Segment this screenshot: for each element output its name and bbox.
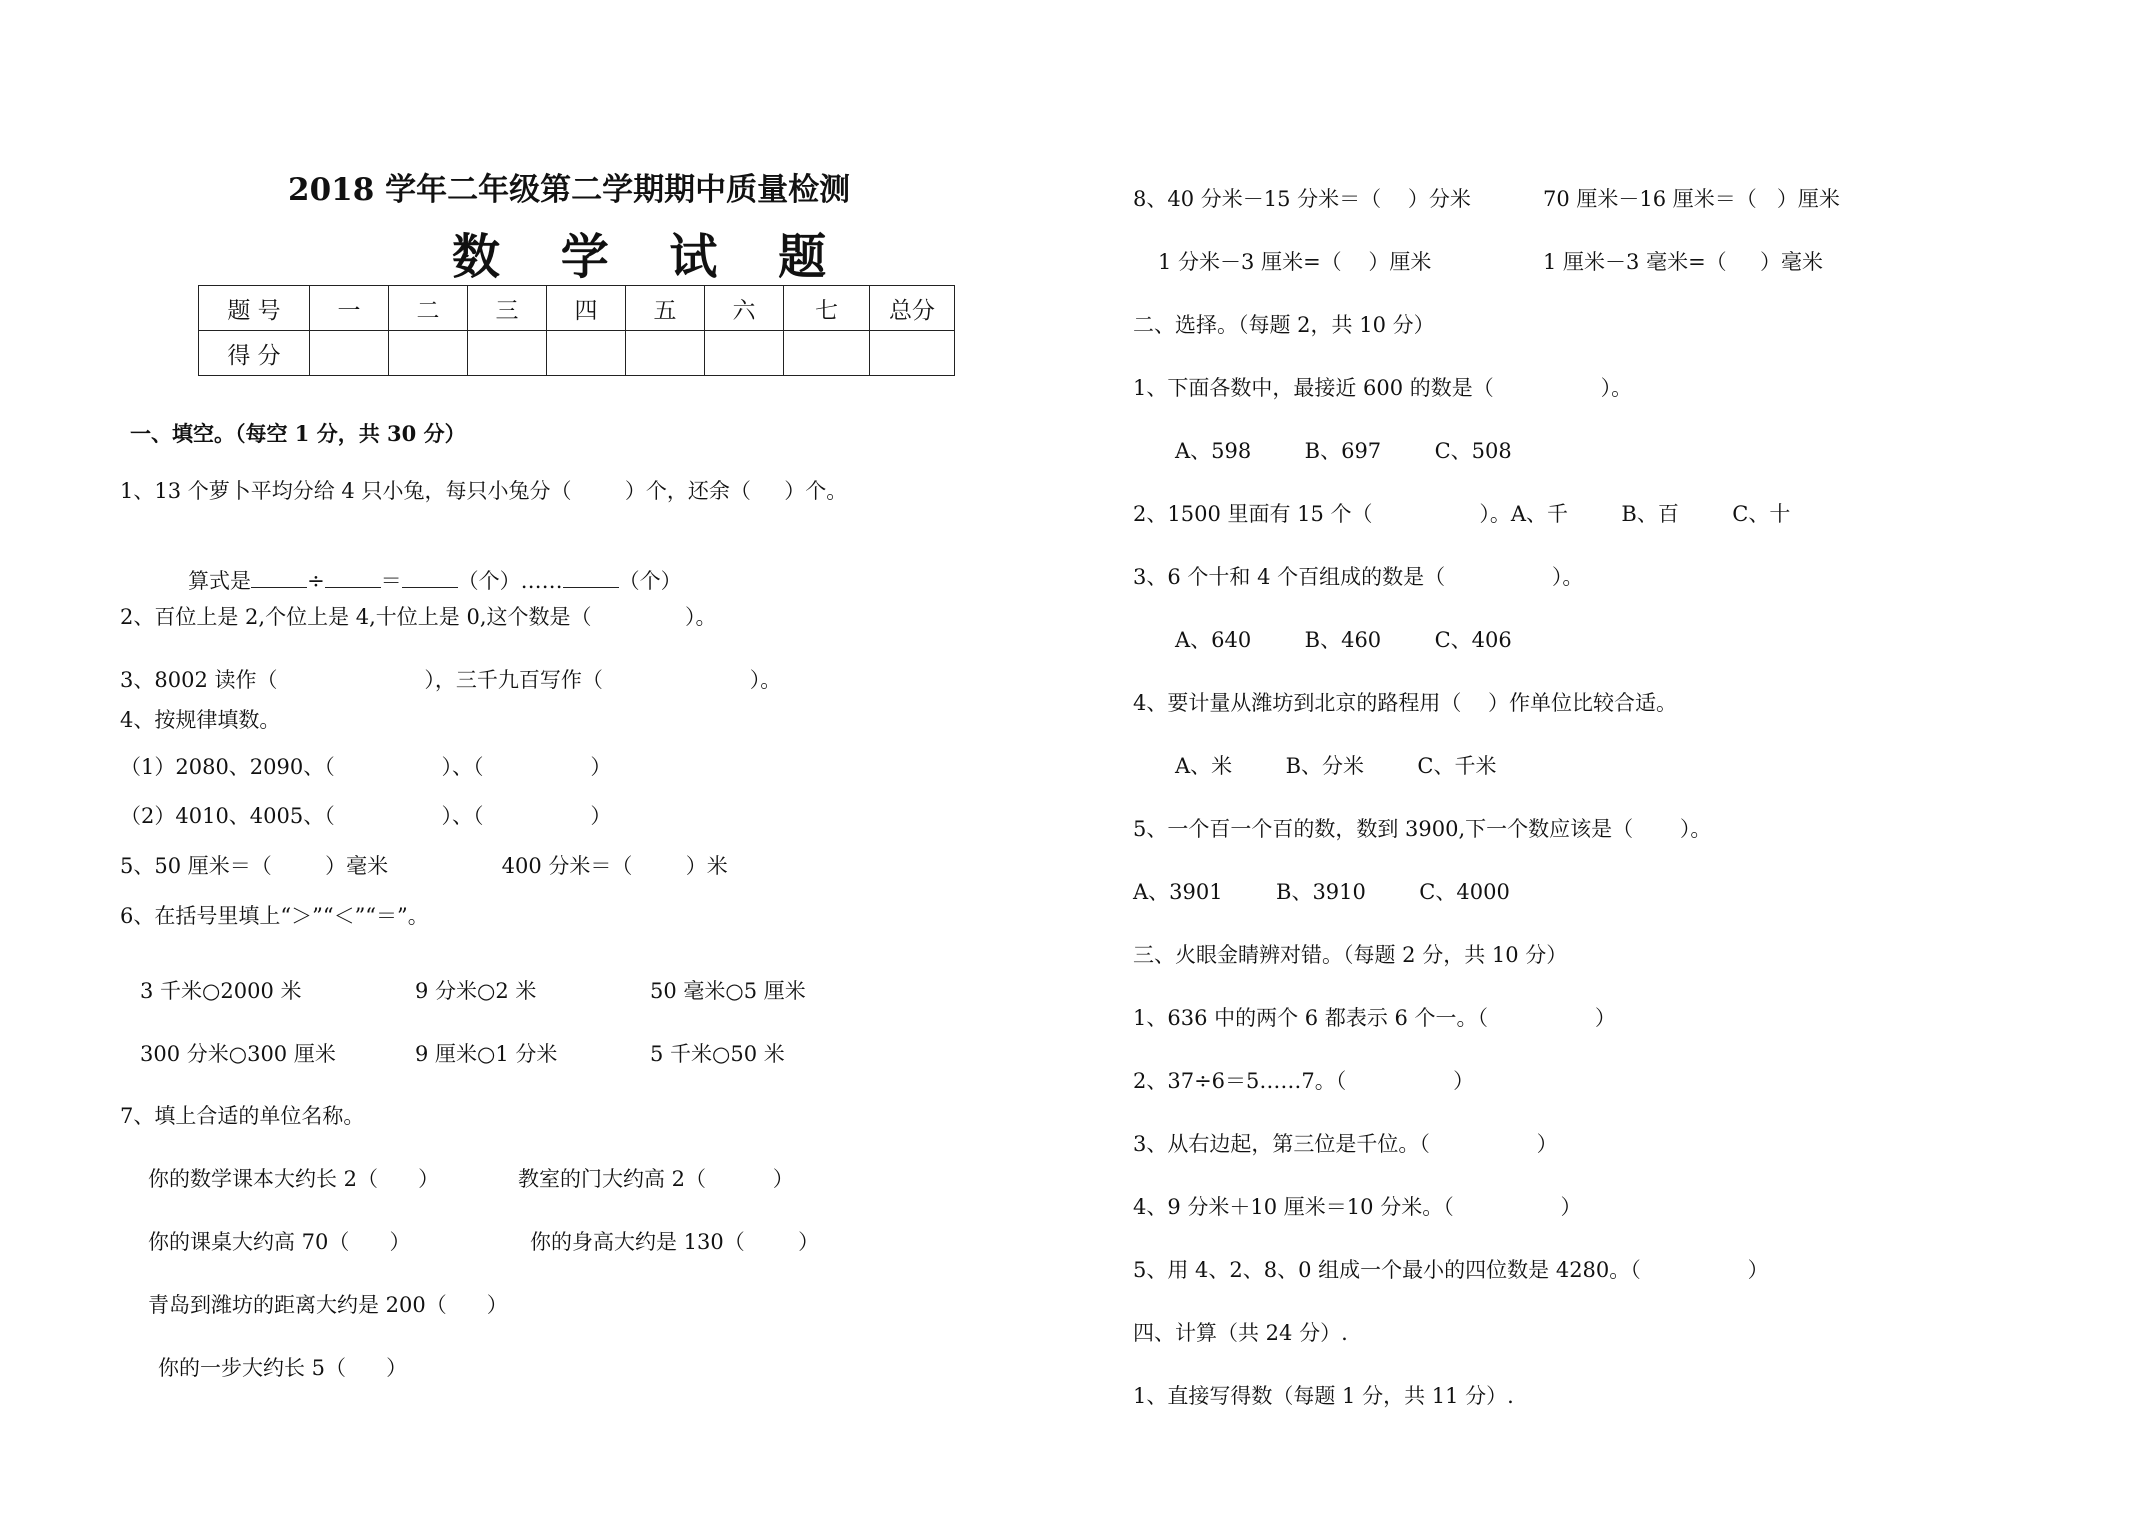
score-input-5[interactable] xyxy=(626,331,705,376)
score-cell-label: 题 号 xyxy=(199,286,310,331)
question-8-c: 1 分米－3 厘米=（ ）厘米 xyxy=(1158,250,1432,274)
score-table xyxy=(198,285,955,376)
score-input-2[interactable] xyxy=(389,331,468,376)
compare-item: 50 毫米○5 厘米 xyxy=(650,979,806,1003)
score-table-score-row xyxy=(199,331,955,376)
compare-item: 3 千米○2000 米 xyxy=(140,979,302,1003)
compare-item: 9 分米○2 米 xyxy=(415,979,537,1003)
score-input-3[interactable] xyxy=(468,331,547,376)
unit-item: 你的身高大约是 130（ ） xyxy=(530,1230,820,1254)
score-input-4[interactable] xyxy=(547,331,626,376)
compare-item: 5 千米○50 米 xyxy=(650,1042,785,1066)
score-cell-3: 三 xyxy=(468,286,547,331)
choice-5-options: A、3901 B、3910 C、4000 xyxy=(1133,880,1510,904)
compare-item: 9 厘米○1 分米 xyxy=(415,1042,558,1066)
unit-item: 教室的门大约高 2（ ） xyxy=(518,1167,794,1191)
formula-unit-1: （个）…… xyxy=(457,569,563,593)
exam-subtitle: 数 学 试 题 xyxy=(452,229,849,285)
section-calculation: 四、计算（共 24 分）. xyxy=(1133,1321,1348,1345)
formula-eq-sign: ＝ xyxy=(380,569,402,593)
score-cell-4: 四 xyxy=(547,286,626,331)
section-fill-in: 一、填空。（每空 1 分，共 30 分） xyxy=(130,421,466,446)
unit-item: 你的一步大约长 5（ ） xyxy=(158,1356,408,1380)
choice-5: 5、一个百一个百的数，数到 3900,下一个数应该是（ ）。 xyxy=(1133,817,1712,841)
question-8-a: 8、40 分米－15 分米＝（ ）分米 xyxy=(1133,187,1471,211)
unit-item: 你的课桌大约高 70（ ） xyxy=(148,1230,411,1254)
true-false-1: 1、636 中的两个 6 都表示 6 个一。（ ） xyxy=(1133,1006,1616,1030)
score-cell-6: 六 xyxy=(705,286,784,331)
choice-4: 4、要计量从潍坊到北京的路程用（ ）作单位比较合适。 xyxy=(1133,691,1678,715)
choice-3-options: A、640 B、460 C、406 xyxy=(1175,628,1512,652)
question-8-d: 1 厘米－3 毫米=（ ）毫米 xyxy=(1543,250,1824,274)
score-cell-1: 一 xyxy=(310,286,389,331)
formula-div-sign: ÷ xyxy=(307,569,325,593)
true-false-5: 5、用 4、2、8、0 组成一个最小的四位数是 4280。（ ） xyxy=(1133,1258,1769,1282)
true-false-3: 3、从右边起，第三位是千位。（ ） xyxy=(1133,1132,1558,1156)
score-input-7[interactable] xyxy=(784,331,870,376)
blank-quotient[interactable] xyxy=(402,567,458,588)
score-cell-total: 总分 xyxy=(870,286,955,331)
score-input-total[interactable] xyxy=(870,331,955,376)
question-4-1: （1）2080、2090、（ ）、（ ） xyxy=(120,755,612,779)
score-cell-7: 七 xyxy=(784,286,870,331)
question-1: 1、13 个萝卜平均分给 4 只小兔，每只小兔分（ ）个，还余（ ）个。 xyxy=(120,479,848,503)
choice-1-options: A、598 B、697 C、508 xyxy=(1175,439,1512,463)
question-4: 4、按规律填数。 xyxy=(120,708,281,732)
blank-dividend[interactable] xyxy=(251,567,307,588)
true-false-2: 2、37÷6＝5……7。（ ） xyxy=(1133,1069,1475,1093)
choice-4-options: A、米 B、分米 C、千米 xyxy=(1175,754,1497,778)
score-cell-5: 五 xyxy=(626,286,705,331)
true-false-4: 4、9 分米＋10 厘米＝10 分米。（ ） xyxy=(1133,1195,1582,1219)
choice-1: 1、下面各数中，最接近 600 的数是（ ）。 xyxy=(1133,376,1633,400)
question-4-2: （2）4010、4005、（ ）、（ ） xyxy=(120,804,612,828)
score-input-6[interactable] xyxy=(705,331,784,376)
score-table-header-row xyxy=(199,286,955,331)
compare-item: 300 分米○300 厘米 xyxy=(140,1042,336,1066)
question-2: 2、百位上是 2,个位上是 4,十位上是 0,这个数是（ ）。 xyxy=(120,605,717,629)
calculation-1: 1、直接写得数（每题 1 分，共 11 分）. xyxy=(1133,1384,1514,1408)
section-true-false: 三、火眼金睛辨对错。（每题 2 分，共 10 分） xyxy=(1133,943,1568,967)
question-3: 3、8002 读作（ ），三千九百写作（ ）。 xyxy=(120,668,782,692)
question-6: 6、在括号里填上“＞”“＜”“＝”。 xyxy=(120,904,429,928)
choice-2: 2、1500 里面有 15 个（ ）。A、千 B、百 C、十 xyxy=(1133,502,1791,526)
blank-divisor[interactable] xyxy=(325,567,381,588)
choice-3: 3、6 个十和 4 个百组成的数是（ ）。 xyxy=(1133,565,1584,589)
question-5: 5、50 厘米＝（ ）毫米 400 分米＝（ ）米 xyxy=(120,854,728,878)
formula-unit-2: （个） xyxy=(618,569,682,593)
question-8-b: 70 厘米－16 厘米＝（ ）厘米 xyxy=(1543,187,1840,211)
score-cell-2: 二 xyxy=(389,286,468,331)
score-row-label: 得 分 xyxy=(199,331,310,376)
exam-title: 2018 学年二年级第二学期期中质量检测 xyxy=(288,172,851,208)
section-choice: 二、选择。（每题 2，共 10 分） xyxy=(1133,313,1435,337)
formula-prefix: 算式是 xyxy=(188,569,252,593)
unit-item: 青岛到潍坊的距离大约是 200（ ） xyxy=(148,1293,508,1317)
question-7: 7、填上合适的单位名称。 xyxy=(120,1104,365,1128)
unit-item: 你的数学课本大约长 2（ ） xyxy=(148,1167,440,1191)
score-input-1[interactable] xyxy=(310,331,389,376)
blank-remainder[interactable] xyxy=(563,567,619,588)
